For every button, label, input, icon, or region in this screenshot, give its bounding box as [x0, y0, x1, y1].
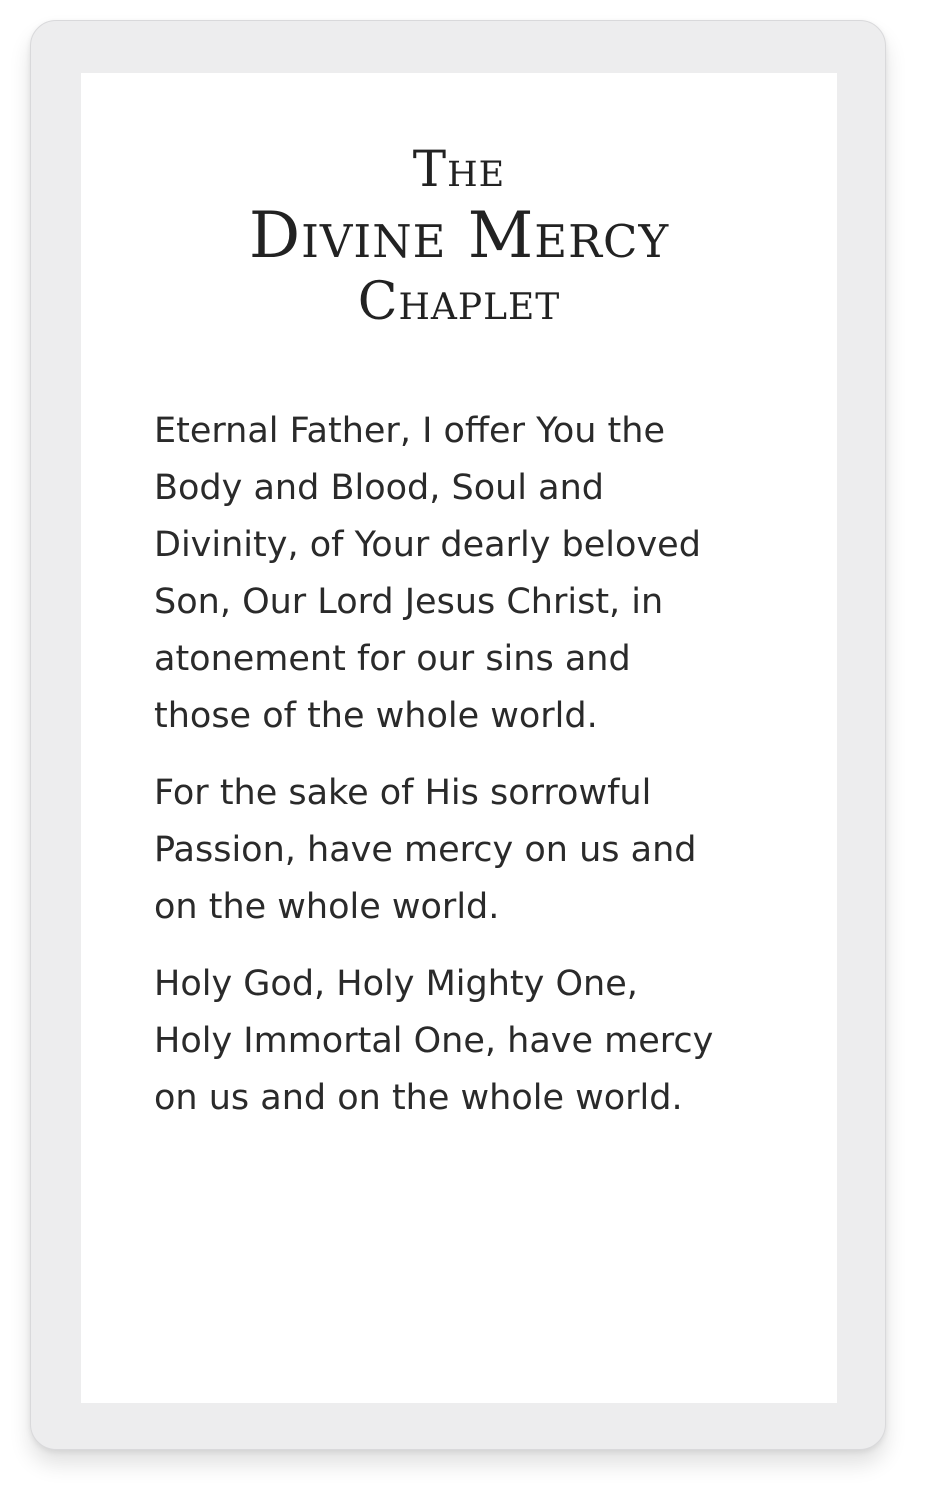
- prayer-line: Body and Blood, Soul and: [154, 468, 604, 508]
- prayer-line: on us and on the whole world.: [154, 1078, 683, 1118]
- prayer-line: those of the whole world.: [154, 696, 598, 736]
- prayer-line: atonement for our sins and: [154, 639, 631, 679]
- prayer-line: For the sake of His sorrowful: [154, 773, 652, 813]
- prayer-line: Holy God, Holy Mighty One,: [154, 964, 638, 1004]
- prayer-line: Eternal Father, I offer You the: [154, 411, 665, 451]
- title-line-chaplet: Chaplet: [357, 272, 561, 332]
- prayer-line: on the whole world.: [154, 887, 500, 927]
- prayer-card-panel: [81, 73, 837, 1403]
- prayer-text: [154, 403, 814, 1147]
- title-line-the: The: [412, 140, 506, 198]
- prayer-line: Son, Our Lord Jesus Christ, in: [154, 582, 664, 622]
- title-line-divine-mercy: Divine Mercy: [248, 199, 670, 273]
- prayer-card: [30, 20, 886, 1450]
- prayer-paragraph-passion: [154, 765, 814, 936]
- card-title: [81, 137, 837, 333]
- prayer-line: Divinity, of Your dearly beloved: [154, 525, 701, 565]
- prayer-line: Holy Immortal One, have mercy: [154, 1021, 714, 1061]
- prayer-paragraph-holy-god: [154, 956, 814, 1127]
- prayer-line: Passion, have mercy on us and: [154, 830, 697, 870]
- prayer-paragraph-offering: [154, 403, 814, 745]
